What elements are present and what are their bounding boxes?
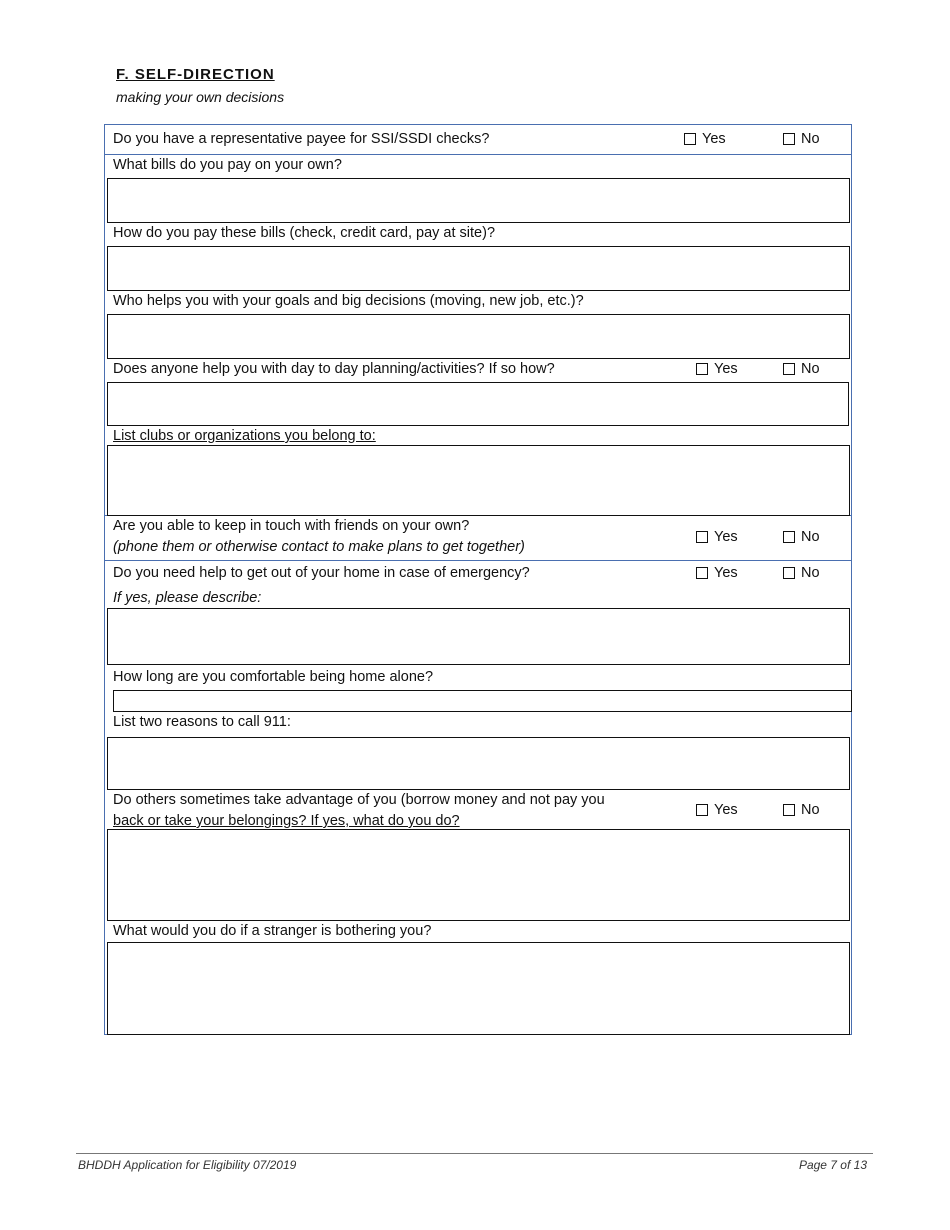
checkbox-icon [696,804,708,816]
daily-planning-yes-checkbox[interactable]: Yes [696,361,738,377]
checkbox-icon [783,804,795,816]
question-home-alone: How long are you comfortable being home alone? [113,669,434,685]
bills-answer-field[interactable] [107,178,850,223]
row-divider [104,560,852,561]
checkbox-icon [696,567,708,579]
row-divider [104,154,852,155]
call-911-answer-field[interactable] [107,737,850,790]
question-stranger: What would you do if a stranger is bothering you? [113,923,432,939]
question-emergency: Do you need help to get out of your home in case of emergency? [113,565,530,581]
emergency-answer-field[interactable] [107,608,850,665]
stranger-answer-field[interactable] [107,942,850,1035]
footer-divider [76,1153,873,1154]
question-friends-note: (phone them or otherwise contact to make plans to get together) [113,539,525,555]
checkbox-icon [783,363,795,375]
payee-no-checkbox[interactable]: No [783,131,820,147]
question-bills: What bills do you pay on your own? [113,157,342,173]
checkbox-icon [783,567,795,579]
friends-yes-checkbox[interactable]: Yes [696,529,738,545]
friends-no-checkbox[interactable]: No [783,529,820,545]
checkbox-icon [696,531,708,543]
footer-page-number: Page 7 of 13 [798,1158,867,1172]
question-call-911: List two reasons to call 911: [113,714,291,730]
question-payee: Do you have a representative payee for SSI/SSDI checks? [113,131,490,147]
question-daily-planning: Does anyone help you with day to day planning/activities? If so how? [113,361,555,377]
checkbox-icon [696,363,708,375]
question-emergency-describe: If yes, please describe: [113,590,262,606]
question-clubs: List clubs or organizations you belong to: [113,428,376,444]
daily-planning-answer-field[interactable] [107,382,849,426]
home-alone-answer-field[interactable] [113,690,852,712]
question-friends: Are you able to keep in touch with friends on your own? [113,518,470,534]
taken-advantage-no-checkbox[interactable]: No [783,802,820,818]
daily-planning-no-checkbox[interactable]: No [783,361,820,377]
checkbox-icon [684,133,696,145]
goals-help-answer-field[interactable] [107,314,850,359]
taken-advantage-yes-checkbox[interactable]: Yes [696,802,738,818]
taken-advantage-answer-field[interactable] [107,829,850,921]
question-taken-advantage: Do others sometimes take advantage of you (borrow money and not pay you [113,792,605,808]
footer-form-name: BHDDH Application for Eligibility 07/2019 [78,1158,297,1172]
question-taken-advantage-cont: back or take your belongings? If yes, what do you do? [113,813,460,829]
clubs-answer-field[interactable] [107,445,850,516]
section-subtitle: making your own decisions [116,89,285,105]
emergency-yes-checkbox[interactable]: Yes [696,565,738,581]
question-pay-method: How do you pay these bills (check, credit card, pay at site)? [113,225,496,241]
question-goals-help: Who helps you with your goals and big decisions (moving, new job, etc.)? [113,293,584,309]
checkbox-icon [783,133,795,145]
pay-method-answer-field[interactable] [107,246,850,291]
checkbox-icon [783,531,795,543]
payee-yes-checkbox[interactable]: Yes [684,131,726,147]
section-title: F. SELF-DIRECTION [116,66,275,83]
emergency-no-checkbox[interactable]: No [783,565,820,581]
